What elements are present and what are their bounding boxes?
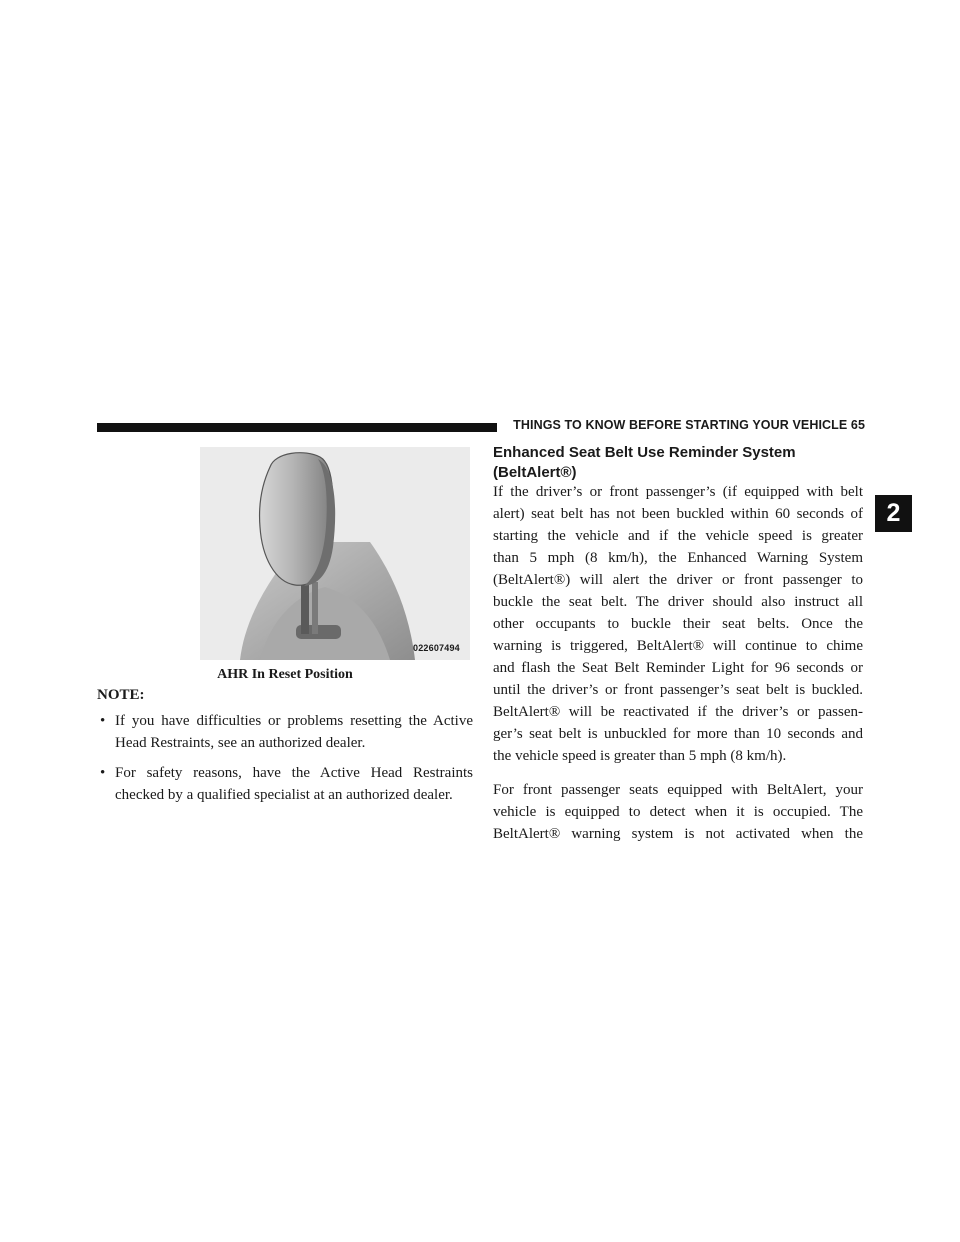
text-line: For front passenger seats equipped with BeltAlert, your xyxy=(493,782,863,798)
bullet-icon: • xyxy=(100,765,106,781)
note-list xyxy=(97,710,473,814)
bullet-icon: • xyxy=(100,713,106,729)
text-line: until the driver’s or front passenger’s seat belt is buckled. xyxy=(493,682,863,698)
figure-caption: AHR In Reset Position xyxy=(217,667,353,682)
text-line: buckle the seat belt. The driver should also instruct all xyxy=(493,594,863,610)
note-item xyxy=(97,762,473,806)
note-heading: NOTE: xyxy=(97,687,145,703)
body-paragraph-2 xyxy=(493,779,863,845)
text-line: starting the vehicle and if the vehicle speed is greater xyxy=(493,528,863,544)
note-text: For safety reasons, have the Active Head Restraints checked by a qualified specialist at an authorized dealer. xyxy=(115,765,473,803)
figure-code: 022607494 xyxy=(413,643,460,653)
text-line: If the driver’s or front passenger’s (if equipped with belt xyxy=(493,484,863,500)
text-line: BeltAlert® will be reactivated if the driver’s or passen- xyxy=(493,704,863,720)
note-item xyxy=(97,710,473,754)
text-line: other occupants to buckle their seat belts. Once the xyxy=(493,616,863,632)
text-line: BeltAlert® warning system is not activated when the xyxy=(493,826,863,842)
text-line: warning is triggered, BeltAlert® will continue to chime xyxy=(493,638,863,654)
text-line: alert) seat belt has not been buckled within 60 seconds of xyxy=(493,506,863,522)
running-header: THINGS TO KNOW BEFORE STARTING YOUR VEHICLE 65 xyxy=(513,418,865,432)
body-paragraph-1 xyxy=(493,481,863,767)
text-line: ger’s seat belt is unbuckled for more than 10 seconds and xyxy=(493,726,863,742)
note-text: If you have difficulties or problems resetting the Active Head Restraints, see an authorized dealer. xyxy=(115,713,473,751)
header-rule xyxy=(97,423,497,432)
text-line: than 5 mph (8 km/h), the Enhanced Warning System xyxy=(493,550,863,566)
text-line: vehicle is equipped to detect when it is occupied. The xyxy=(493,804,863,820)
chapter-tab: 2 xyxy=(875,495,912,532)
text-line: and flash the Seat Belt Reminder Light for 96 seconds or xyxy=(493,660,863,676)
head-restraint-illustration xyxy=(200,447,470,660)
text-line: (BeltAlert®) will alert the driver or front passenger to xyxy=(493,572,863,588)
section-title: Enhanced Seat Belt Use Reminder System (BeltAlert®) xyxy=(493,444,796,481)
text-line: the vehicle speed is greater than 5 mph (8 km/h). xyxy=(493,748,787,764)
